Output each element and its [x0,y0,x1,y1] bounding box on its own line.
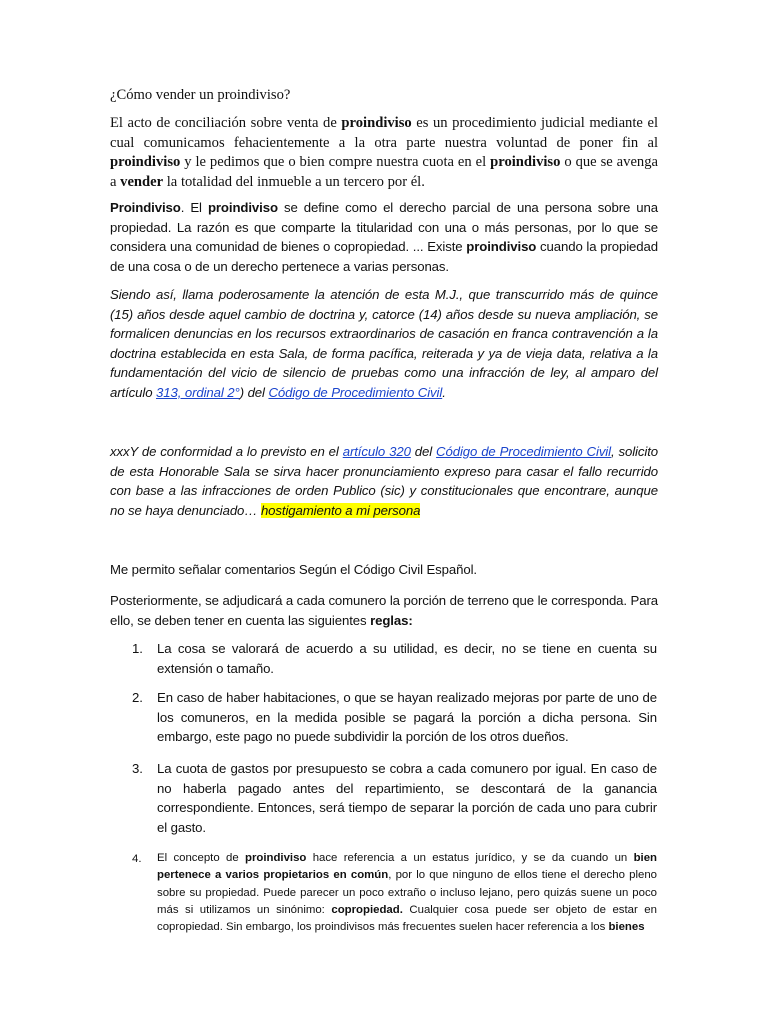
list-number: 3. [132,761,143,776]
bold-term: proindiviso [466,239,537,254]
codigo-procedimiento-civil-link[interactable]: Código de Procedimiento Civil [268,384,443,400]
paragraph-text: se define como el derecho parcial de una persona sobre una propiedad. La razón es que comparte la titularidad con una o más personas, por lo que se considera una comunidad de bienes o copropiedad. ... Existe [110,200,658,254]
paragraph-definicion [110,198,658,276]
paragraph-text: , solicito de esta Honorable Sala se sirva hacer pronunciamiento expreso para casar el fallo recurrido con base a las infracciones de orden Publico (sic) y constitucionales que encontrare, aunque no se haya denunciado… [110,444,658,518]
paragraph-conciliacion [110,114,658,192]
bold-term: reglas: [370,612,413,628]
paragraph-text: . [442,384,446,400]
paragraph-text: El concepto de [157,852,245,864]
bold-term: vender [120,173,164,190]
bold-term: proindiviso [341,115,412,131]
bold-term: proindiviso [110,154,181,171]
bold-term: bienes [608,921,645,934]
bold-term: bien pertenece a varios propietarios en común [157,852,657,882]
article-313-link[interactable]: 313, ordinal 2° [156,384,240,400]
paragraph-reglas [110,591,658,630]
bold-term: proindiviso [244,852,307,864]
paragraph-doctrina [110,285,658,402]
highlighted-text: hostigamiento a mi persona [260,502,421,518]
paragraph-conformidad [110,442,658,520]
paragraph-text: es un procedimiento judicial mediante el cual comunicamos fehacientemente a la otra parte nuestra voluntad de poner fin al [110,115,658,151]
list-item-text: La cosa se valorará de acuerdo a su utilidad, es decir, no se tiene en cuenta su extensión o tamaño. [157,641,657,676]
page-title: ¿Cómo vender un proindiviso? [110,87,291,103]
paragraph-text: y le pedimos que o bien compre nuestra cuota en el [180,154,491,171]
bold-term: proindiviso [207,200,278,215]
paragraph-text: Cualquier cosa puede ser objeto de estar en copropiedad. Sin embargo, los proindivisos más frecuentes suelen hacer referencia a los [157,903,657,934]
list-number: 1. [132,641,143,656]
list-number: 2. [132,690,143,705]
paragraph-text: xxxY de conformidad a lo previsto en el [110,444,343,459]
bold-term: proindiviso [490,154,561,171]
paragraph-text: del [410,444,437,459]
bold-term: copropiedad. [331,903,403,916]
list-number: 4. [132,853,142,865]
paragraph-text: la totalidad del inmueble a un tercero por él. [163,173,425,190]
article-320-link[interactable]: artículo 320 [342,444,411,459]
codigo-procedimiento-civil-link-2[interactable]: Código de Procedimiento Civil [436,444,611,459]
paragraph-text: , por lo que ninguno de ellos tiene el derecho pleno sobre su propiedad. Puede parecer un poco extraño o incluso lejano, pero quizás suene un poco más si utilizamos un sinónimo: [157,869,657,916]
paragraph-text: ) del [239,384,269,400]
bold-term: Proindiviso [110,200,181,215]
list-item-text: En caso de haber habitaciones, o que se hayan realizado mejoras por parte de uno de los comuneros, en la medida posible se pagará la porción a dicha persona. Sin embargo, este pago no puede subdividir la porción de los otros dueños. [157,690,657,744]
paragraph-text: Posteriormente, se adjudicará a cada comunero la porción de terreno que le corresponda. Para ello, se deben tener en cuenta las siguientes [110,593,658,628]
paragraph-text: o que se avenga a [110,154,658,190]
paragraph-text: hace referencia a un estatus jurídico, y se da cuando un [306,852,634,864]
paragraph-text: . El [180,200,208,215]
paragraph-comentarios: Me permito señalar comentarios Según el Código Civil Español. [110,562,478,577]
paragraph-text: El acto de conciliación sobre venta de [110,115,342,131]
paragraph-text: cuando la propiedad de una cosa o de un derecho pertenece a varias personas. [110,239,658,274]
list-item-text [157,850,657,936]
paragraph-text: Siendo así, llama poderosamente la atención de esta M.J., que transcurrido más de quince (15) años desde aquel cambio de doctrina y, catorce (14) años desde su nueva ampliación, se formalicen denuncias en los recursos extraordinarios de casación en franca contravención a la doctrina establecida en esta Sala, de forma pacífica, reiterada y ya de vieja data, relativa a la fundamentación del vicio de silencio de pruebas como una infracción de ley, al amparo del artículo [110,287,658,400]
list-item-text: La cuota de gastos por presupuesto se cobra a cada comunero por igual. En caso de no haberla pagado antes del repartimiento, se descontará de la ganancia correspondiente. Entonces, será tiempo de separar la porción de cada uno para cubrir el gasto. [157,761,657,835]
